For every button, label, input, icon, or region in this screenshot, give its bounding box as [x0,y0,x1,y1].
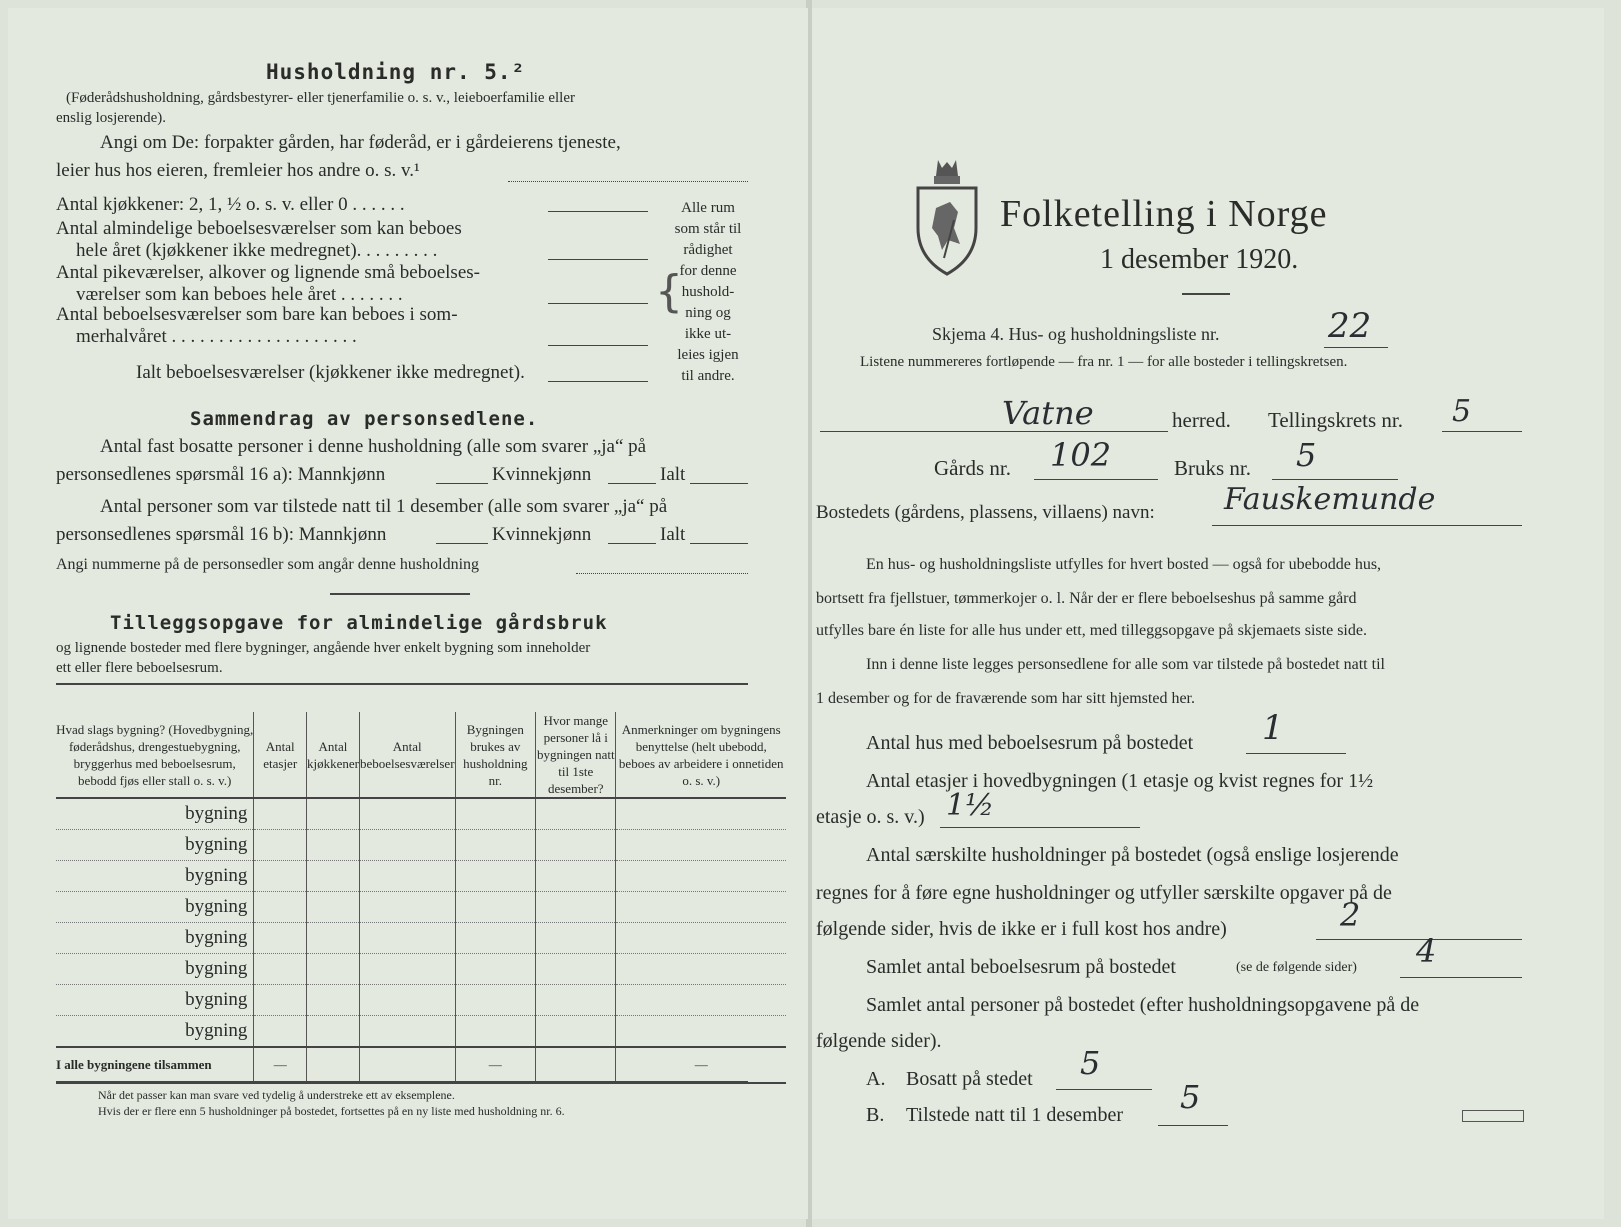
building-row-cell [359,985,455,1016]
building-table [56,712,786,1084]
summer-answer-line [548,344,648,346]
q-hush-value: 2 [1340,896,1361,934]
building-row-label: bygning [56,830,254,861]
building-row-cell [359,923,455,954]
total-kitchens [306,1047,359,1083]
building-row-cell [359,861,455,892]
summary-line-1a: Antal fast bosatte personer i denne husholdning (alle som svarer „ja“ på [100,436,647,457]
building-row-label: bygning [56,985,254,1016]
header-household: Bygningen brukes av husholdning nr. [455,712,536,798]
building-row-cell [359,892,455,923]
q-etasjer-1: Antal etasjer i hovedbygningen (1 etasje og kvist regnes for 1½ [866,770,1374,792]
q-pers-2: følgende sider). [816,1030,942,1052]
building-row-cell [254,830,307,861]
building-row-cell [455,830,536,861]
building-row-cell [455,892,536,923]
rooms-maid-2: værelser som kan beboes hele året . . . . . . . [76,284,403,305]
building-row-label: bygning [56,954,254,985]
building-row-cell [616,1016,786,1048]
building-row-cell [359,954,455,985]
building-row-cell [306,861,359,892]
bruks-answer-line [1272,478,1398,480]
tillegg-line-2: ett eller flere beboelsesrum. [56,660,223,676]
q-rum-answer-line [1400,976,1522,978]
building-row-cell [254,798,307,830]
building-row-label: bygning [56,892,254,923]
gaards-value: 102 [1050,436,1112,474]
rooms-note-line: leies igjen [677,347,739,363]
rooms-note-line: ikke ut- [684,326,732,342]
angi-answer-line [508,180,748,182]
household-subtitle-2: enslig losjerende). [56,110,166,126]
q-rum: Samlet antal beboelsesrum på bostedet [866,956,1176,978]
total-persons [536,1047,616,1083]
q-hush-1: Antal særskilte husholdninger på bostedet (også enslige losjerende [866,844,1399,866]
total-rooms [359,1047,455,1083]
ialt-label-2: Ialt [660,524,686,545]
building-row-label: bygning [56,861,254,892]
herred-label: herred. [1172,408,1231,432]
building-row-cell [616,798,786,830]
building-table-header [56,712,786,798]
table-top-rule [56,682,748,685]
bosted-value: Fauskemunde [1224,482,1436,517]
building-row-cell [455,954,536,985]
summary-line-1b: personsedlenes spørsmål 16 a): Mannkjønn [56,464,386,485]
total-answer-line [548,380,648,382]
tellingskrets-label: Tellingskrets nr. [1268,408,1404,432]
summary-line-2a: Antal personer som var tilstede natt til 1 desember (alle som svarer „ja“ på [100,496,668,517]
angi-line-2: leier hus hos eieren, fremleier hos andre o. s. v.¹ [56,160,420,181]
rooms-note-line: som står til [674,221,742,237]
header-kitchens: Antal kjøkkener [306,712,359,798]
building-row-cell [536,892,616,923]
building-row-cell [616,985,786,1016]
rooms-ordinary-1: Antal almindelige beboelsesværelser som kan beboes [56,218,462,239]
building-row-cell [254,892,307,923]
building-row-cell [306,1016,359,1048]
total-row [56,1047,786,1083]
a-value: 5 [1080,1044,1101,1082]
building-row-cell [359,1016,455,1048]
info-line-2: bortsett fra fjellstuer, tømmerkojer o. l. Når der er flere beboelseshus på samme gård [816,590,1357,607]
numbers-line: Angi nummerne på de personsedler som angår denne husholdning [56,556,480,573]
building-row [56,954,786,985]
left-page [8,8,808,1219]
building-row [56,861,786,892]
tillegg-title: Tilleggsopgave for almindelige gårdsbruk [110,612,608,634]
herred-answer-line [820,430,1168,432]
q-etasjer-2: etasje o. s. v.) [816,806,925,828]
total-remarks: — [616,1047,786,1083]
kvinne-label-2: Kvinnekjønn [492,524,592,545]
angi-line-1: Angi om De: forpakter gården, har føderåd, er i gårdeierens tjeneste, [100,132,621,153]
building-row [56,798,786,830]
building-row-cell [536,954,616,985]
household-title: Husholdning nr. 5.² [266,60,526,84]
rooms-maid-1: Antal pikeværelser, alkover og lignende små beboelses- [56,262,480,283]
info-line-3: utfylles bare én liste for alle hus under ett, med tilleggsopgave på skjemaets siste side. [816,622,1367,639]
q-hush-2: regnes for å føre egne husholdninger og utfyller særskilte opgaver på de [816,882,1392,904]
building-row-cell [306,830,359,861]
rooms-total: Ialt beboelsesværelser (kjøkkener ikke medregnet). [136,362,525,383]
q-hush-3: følgende sider, hvis de ikke er i full kost hos andre) [816,918,1227,940]
summary-title: Sammendrag av personsedlene. [190,408,539,430]
building-row-cell [536,798,616,830]
rooms-note-line: ning og [685,305,731,321]
q-rum-small: (se de følgende sider) [1236,960,1357,975]
skjema-value: 22 [1328,306,1372,346]
footnote-2: Hvis der er flere enn 5 husholdninger på bostedet, fortsettes på en ny liste med husholdning nr. 6. [98,1104,565,1118]
bosted-label: Bostedets (gårdens, plassens, villaens) navn: [816,502,1155,523]
rooms-note [668,198,748,387]
building-row-cell [455,923,536,954]
header-building-type: Hvad slags bygning? (Hovedbygning, føderådshus, drengestuebygning, bryggerhus med beboelsesrum, bebodd fjøs eller stall o. s. v.) [56,712,254,798]
bruks-value: 5 [1296,436,1317,474]
q-hus: Antal hus med beboelsesrum på bostedet [866,732,1194,754]
building-row-cell [616,923,786,954]
building-row [56,892,786,923]
ialt-1-line [690,482,748,484]
listene-line: Listene nummereres fortløpende — fra nr. 1 — for alle bosteder i tellingskretsen. [860,354,1348,370]
q-pers-1: Samlet antal personer på bostedet (efter husholdningsopgavene på de [866,994,1420,1016]
household-subtitle-1: (Føderådshusholdning, gårdsbestyrer- eller tjenerfamilie o. s. v., leieboerfamilie eller [66,90,575,106]
total-floors: — [254,1047,307,1083]
building-row-cell [254,954,307,985]
rooms-summer-2: merhalvåret . . . . . . . . . . . . . . . . . . . . [76,326,357,347]
building-row-cell [359,830,455,861]
building-row-cell [306,892,359,923]
tellingskrets-answer-line [1442,430,1522,432]
ordinary-answer-line [548,258,648,260]
skjema-line: Skjema 4. Hus- og husholdningsliste nr. [932,324,1220,344]
q-etasjer-value: 1½ [946,788,995,823]
header-rooms: Antal beboelsesværelser [359,712,455,798]
footnote-rule [56,1080,748,1082]
building-row-cell [306,985,359,1016]
mann-2-line [436,542,488,544]
b-label: B. [866,1104,885,1126]
building-row [56,923,786,954]
building-row-cell [536,985,616,1016]
right-page [812,8,1604,1219]
building-row [56,985,786,1016]
building-row-cell [306,923,359,954]
census-title: Folketelling i Norge [1000,193,1328,235]
header-persons: Hvor mange personer lå i bygningen natt til 1ste desember? [536,713,615,796]
building-row-label: bygning [56,798,254,830]
header-remarks: Anmerkninger om bygningens benyttelse (helt ubebodd, beboes av arbeidere i onnetiden o. s. v.) [616,712,786,798]
q-rum-value: 4 [1416,932,1437,970]
building-row-cell [536,1016,616,1048]
title-rule [1182,292,1230,295]
numbers-answer-line [576,572,748,574]
gaards-label: Gårds nr. [934,456,1011,480]
building-row [56,1016,786,1048]
total-label: I alle bygningene tilsammen [56,1047,254,1083]
kvinne-2-line [608,542,656,544]
summary-line-2b: personsedlenes spørsmål 16 b): Mannkjønn [56,524,387,545]
building-row-cell [616,954,786,985]
info-line-4: Inn i denne liste legges personsedlene for alle som var tilstede på bostedet natt til [866,656,1385,673]
q-etasjer-answer-line [940,826,1140,828]
bosted-answer-line [1212,524,1522,526]
building-row-cell [254,861,307,892]
footnote-1: Når det passer kan man svare ved tydelig å understreke ett av eksemplene. [98,1088,455,1102]
rooms-note-line: for denne [679,263,737,279]
building-row [56,830,786,861]
a-answer-line [1056,1088,1152,1090]
building-row-cell [359,798,455,830]
building-row-cell [536,923,616,954]
building-row-cell [254,985,307,1016]
building-row-cell [616,861,786,892]
rooms-note-line: Alle rum [681,200,735,216]
building-row-label: bygning [56,923,254,954]
building-row-cell [254,923,307,954]
ialt-2-line [690,542,748,544]
info-line-1: En hus- og husholdningsliste utfylles for hvert bosted — også for ubebodde hus, [866,556,1382,573]
building-row-cell [455,861,536,892]
a-text: Bosatt på stedet [906,1068,1033,1090]
building-row-cell [455,985,536,1016]
rooms-ordinary-2: hele året (kjøkkener ikke medregnet). . . . . . . . . [76,240,438,261]
ialt-label-1: Ialt [660,464,686,485]
building-row-label: bygning [56,1016,254,1048]
building-row-cell [455,1016,536,1048]
total-household: — [455,1047,536,1083]
rooms-summer-1: Antal beboelsesværelser som bare kan beboes i som- [56,304,458,325]
kitchens-answer-line [548,210,648,212]
building-row-cell [306,798,359,830]
q-hus-value: 1 [1262,708,1284,748]
tillegg-line-1: og lignende bosteder med flere bygninger, angående hver enkelt bygning som inneholder [56,640,591,656]
q-hus-answer-line [1246,752,1346,754]
section-divider [330,592,470,595]
census-date: 1 desember 1920. [1100,244,1299,275]
building-row-cell [306,954,359,985]
building-row-cell [536,830,616,861]
building-row-cell [616,892,786,923]
kvinne-1-line [608,482,656,484]
coat-of-arms-icon [914,158,980,278]
b-answer-line [1158,1124,1228,1126]
building-row-cell [536,861,616,892]
skjema-answer-line [1324,346,1388,348]
header-floors: Antal etasjer [254,712,307,798]
building-row-cell [455,798,536,830]
printer-mark [1462,1110,1524,1122]
building-row-cell [254,1016,307,1048]
info-line-5: 1 desember og for de fraværende som har sitt hjemsted her. [816,690,1195,707]
rooms-kitchens: Antal kjøkkener: 2, 1, ½ o. s. v. eller 0 . . . . . . [56,194,405,215]
b-text: Tilstede natt til 1 desember [906,1104,1124,1126]
tellingskrets-value: 5 [1452,394,1472,429]
rooms-note-line: rådighet [683,242,733,258]
bruks-label: Bruks nr. [1174,456,1252,480]
kvinne-label-1: Kvinnekjønn [492,464,592,485]
maid-answer-line [548,302,648,304]
b-value: 5 [1180,1078,1201,1116]
brace: { [655,266,683,317]
herred-value: Vatne [1002,394,1094,432]
mann-1-line [436,482,488,484]
rooms-note-line: hushold- [681,284,735,300]
a-label: A. [866,1068,886,1090]
rooms-note-line: til andre. [681,368,735,384]
gaards-answer-line [1034,478,1158,480]
building-row-cell [616,830,786,861]
